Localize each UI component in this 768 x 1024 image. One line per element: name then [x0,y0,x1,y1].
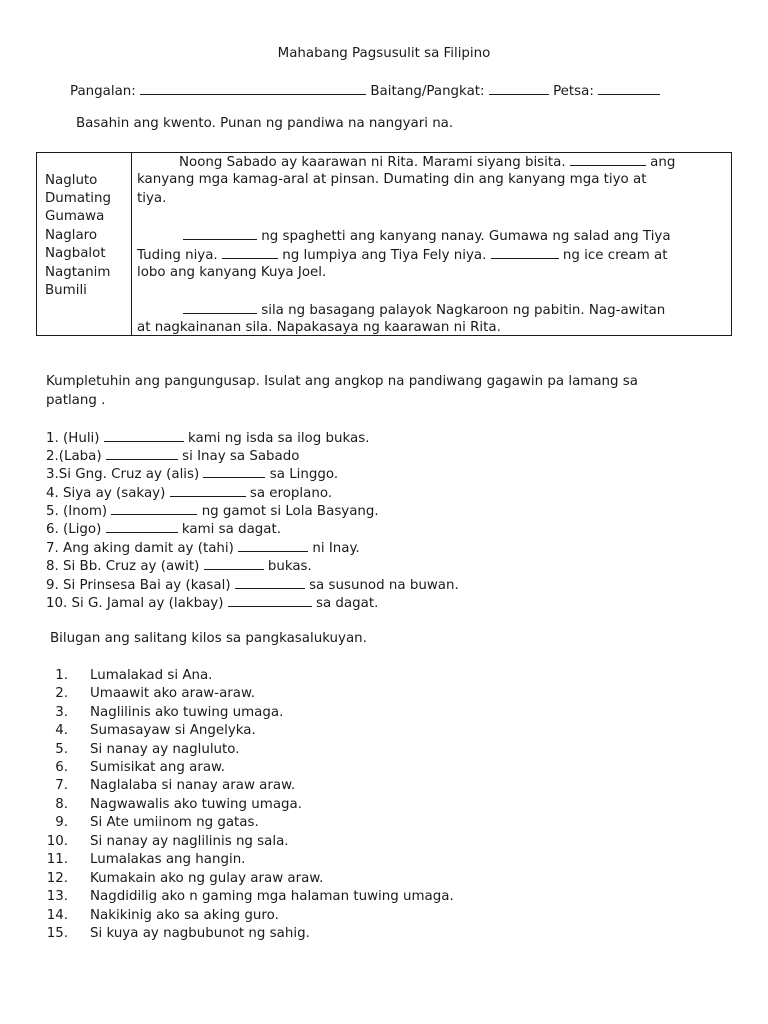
circle-item [46,723,256,738]
circle-item [46,815,259,830]
item-prompt: 6. (Ligo) [46,522,102,537]
item-number: 5. [55,742,68,757]
item-number: 10. [46,834,68,849]
part2-instruction-line2: patlang . [46,393,106,408]
item-sentence[interactable]: Si Ate umiinom ng gatas. [90,815,259,830]
date-blank[interactable] [598,82,660,95]
story-blank[interactable] [570,153,646,166]
story-text-segment: Noong Sabado ay kaarawan ni Rita. Marami siyang bisita. [179,155,566,170]
item-sentence[interactable]: Nakikinig ako sa aking guro. [90,908,279,923]
story-line [179,153,675,170]
item-prompt: 2.(Laba) [46,449,102,464]
item-prompt: 1. (Huli) [46,431,100,446]
item-sentence[interactable]: Si nanay ay nagluluto. [90,742,240,757]
story-line [137,246,668,263]
item-number: 14. [46,908,68,923]
circle-item [46,926,310,941]
item-prompt: 10. Si G. Jamal ay (lakbay) [46,596,224,611]
answer-blank[interactable] [106,520,178,533]
verb-item: Dumating [45,191,112,206]
item-number: 3. [55,705,68,720]
verb-item: Bumili [45,283,87,298]
answer-blank[interactable] [111,502,197,515]
item-rest: sa eroplano. [249,486,333,501]
fill-item [46,520,281,537]
fill-item [46,429,369,446]
story-blank[interactable] [222,246,278,259]
answer-blank[interactable] [204,557,264,570]
answer-blank[interactable] [228,594,312,607]
story-line: at nagkainanan sila. Napakasaya ng kaarawan ni Rita. [137,320,501,335]
verb-item: Nagtanim [45,265,111,280]
circle-item [46,834,289,849]
item-number: 7. [55,778,68,793]
verb-item: Gumawa [45,209,105,224]
item-rest: kami ng isda sa ilog bukas. [188,431,370,446]
circle-item [46,889,454,904]
circle-item [46,686,255,701]
item-rest: ni Inay. [312,541,360,556]
item-rest: kami sa dagat. [181,522,281,537]
item-number: 9. [55,815,68,830]
fill-item [46,447,299,464]
grade-label: Baitang/Pangkat: [370,84,485,99]
fill-item [46,576,459,593]
circle-item [46,908,279,923]
story-blank[interactable] [183,227,257,240]
circle-item [46,668,213,683]
item-number: 11. [46,852,68,867]
fill-item [46,594,378,611]
item-prompt: 7. Ang aking damit ay (tahi) [46,541,234,556]
story-line [183,227,671,244]
circle-item [46,852,246,867]
item-sentence[interactable]: Si nanay ay naglilinis ng sala. [90,834,289,849]
story-text-segment: ng ice cream at [562,248,668,263]
story-line: kanyang mga kamag-aral at pinsan. Dumating din ang kanyang mga tiyo at [137,172,647,187]
item-sentence[interactable]: Sumisikat ang araw. [90,760,226,775]
fill-item [46,557,312,574]
answer-blank[interactable] [238,539,308,552]
fill-item [46,465,338,482]
part2-instruction-line1: Kumpletuhin ang pangungusap. Isulat ang angkop na pandiwang gagawin pa lamang sa [46,374,638,389]
item-number: 6. [55,760,68,775]
worksheet-title: Mahabang Pagsusulit sa Filipino [277,46,491,61]
item-number: 13. [46,889,68,904]
item-sentence[interactable]: Si kuya ay nagbubunot ng sahig. [90,926,310,941]
part3-instruction: Bilugan ang salitang kilos sa pangkasalukuyan. [50,631,367,646]
item-sentence[interactable]: Lumalakad si Ana. [90,668,213,683]
item-sentence[interactable]: Nagdidilig ako n gaming mga halaman tuwing umaga. [90,889,454,904]
item-rest: sa dagat. [315,596,379,611]
name-label: Pangalan: [70,84,136,99]
verb-item: Nagbalot [45,246,106,261]
story-text-segment: ng lumpiya ang Tiya Fely niya. [282,248,487,263]
part1-instruction: Basahin ang kwento. Punan ng pandiwa na nangyari na. [76,116,454,131]
circle-item [46,797,302,812]
fill-item [46,539,360,556]
story-text-segment: Tuding niya. [137,248,218,263]
verb-item: Naglaro [45,228,98,243]
item-prompt: 8. Si Bb. Cruz ay (awit) [46,559,200,574]
circle-item [46,760,226,775]
story-blank[interactable] [183,301,257,314]
answer-blank[interactable] [106,447,178,460]
item-rest: sa Linggo. [269,467,339,482]
story-blank[interactable] [491,246,559,259]
item-prompt: 3.Si Gng. Cruz ay (alis) [46,467,200,482]
answer-blank[interactable] [104,429,184,442]
item-sentence[interactable]: Kumakain ako ng gulay araw araw. [90,871,324,886]
story-line: lobo ang kanyang Kuya Joel. [137,265,327,280]
item-rest: si Inay sa Sabado [182,449,300,464]
item-rest: sa susunod na buwan. [309,578,459,593]
fill-item [46,502,379,519]
answer-blank[interactable] [170,484,246,497]
item-prompt: 4. Siya ay (sakay) [46,486,166,501]
item-number: 12. [46,871,68,886]
header-info-row [70,82,660,99]
verb-bank [37,153,132,335]
story-line [183,301,665,318]
name-blank[interactable] [140,82,366,95]
answer-blank[interactable] [235,576,305,589]
circle-item [46,871,324,886]
fill-item [46,484,332,501]
verb-item: Nagluto [45,173,98,188]
item-number: 15. [46,926,68,941]
item-number: 1. [55,668,68,683]
item-rest: ng gamot si Lola Basyang. [201,504,379,519]
circle-item [46,705,284,720]
answer-blank[interactable] [203,465,265,478]
item-rest: bukas. [267,559,312,574]
item-sentence[interactable]: Umaawit ako araw-araw. [90,686,255,701]
item-sentence[interactable]: Naglilinis ako tuwing umaga. [90,705,284,720]
story-text-segment: ang [650,155,676,170]
item-prompt: 5. (Inom) [46,504,108,519]
date-label: Petsa: [553,84,594,99]
story-line: tiya. [137,191,167,206]
circle-item [46,778,296,793]
story-text-segment: sila ng basagang palayok Nagkaroon ng pabitin. Nag-awitan [261,303,666,318]
item-prompt: 9. Si Prinsesa Bai ay (kasal) [46,578,231,593]
item-number: 8. [55,797,68,812]
item-number: 2. [55,686,68,701]
grade-blank[interactable] [489,82,549,95]
item-sentence[interactable]: Naglalaba si nanay araw araw. [90,778,296,793]
circle-item [46,742,240,757]
item-sentence[interactable]: Lumalakas ang hangin. [90,852,246,867]
item-sentence[interactable]: Nagwawalis ako tuwing umaga. [90,797,302,812]
story-text-segment: ng spaghetti ang kanyang nanay. Gumawa ng salad ang Tiya [261,229,671,244]
item-sentence[interactable]: Sumasayaw si Angelyka. [90,723,256,738]
item-number: 4. [55,723,68,738]
story-table [36,152,732,336]
